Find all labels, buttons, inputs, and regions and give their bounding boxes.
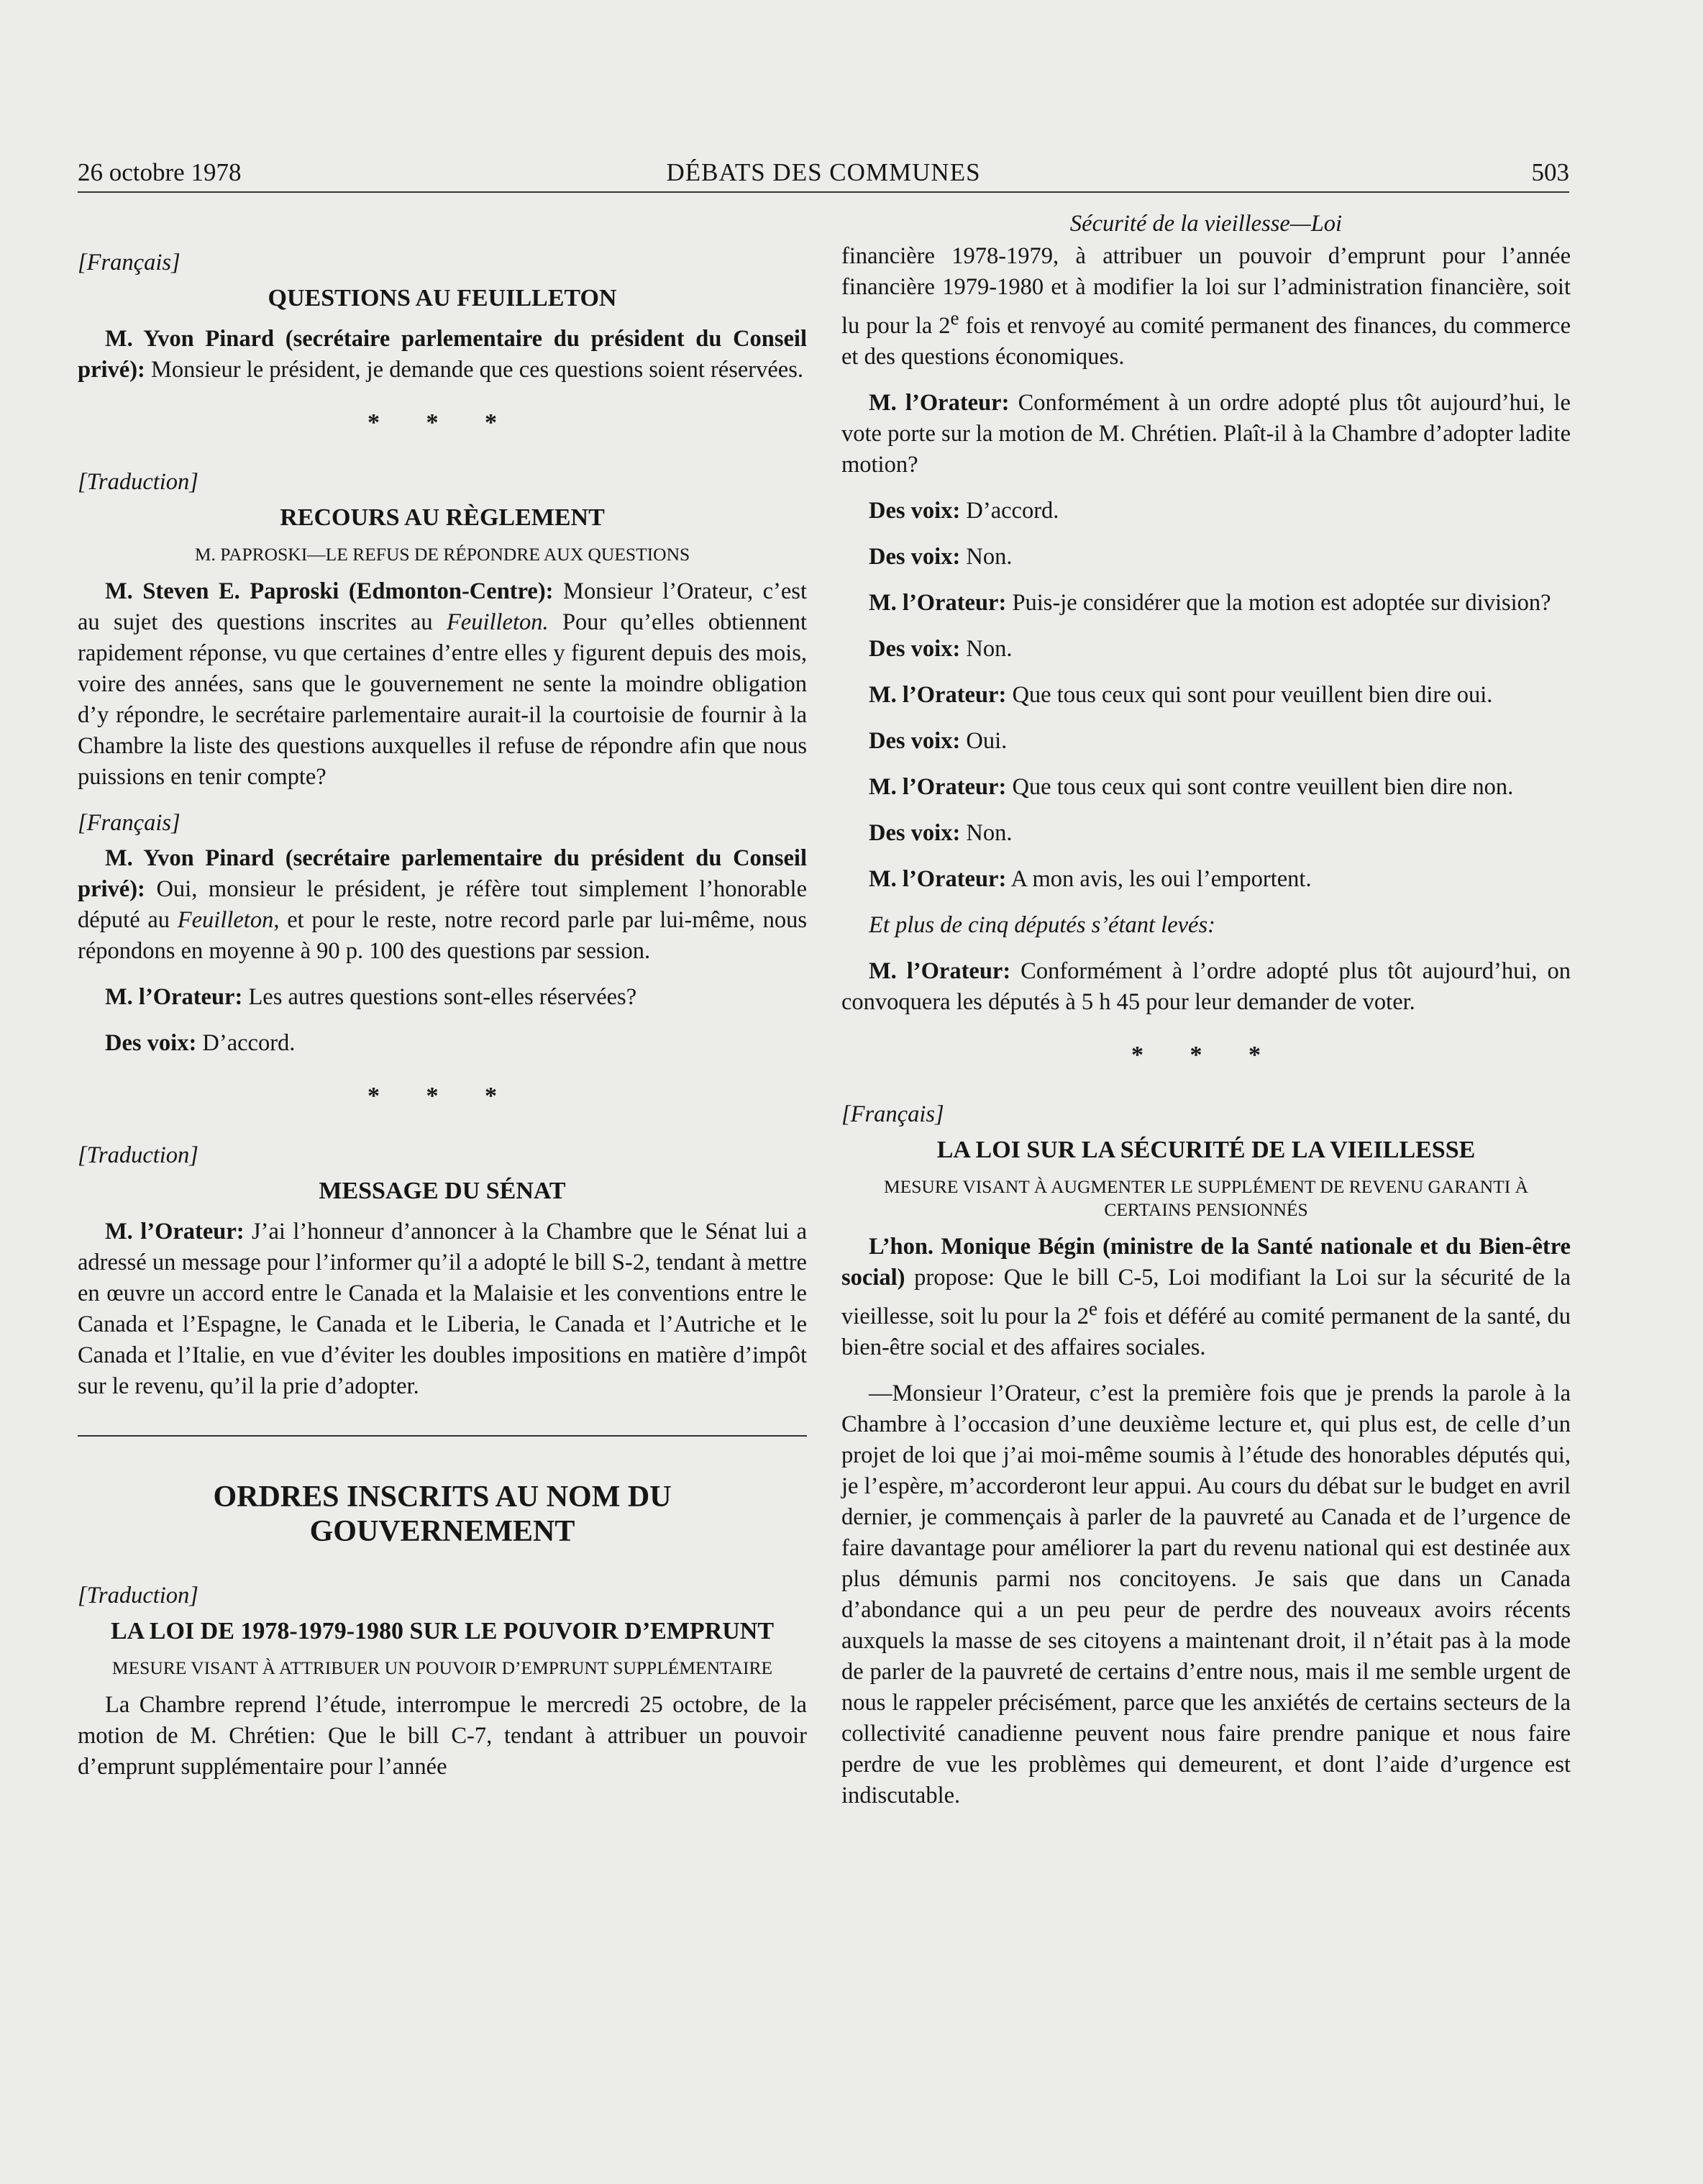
header-date: 26 octobre 1978 [78, 158, 242, 186]
speech-text: D’accord. [960, 497, 1059, 524]
paragraph [841, 388, 1571, 481]
text: fois et renvoyé au comité permanent des finances, du commerce et des questions économiques. [841, 312, 1571, 370]
paragraph [841, 241, 1571, 373]
language-tag: [Français] [841, 1101, 944, 1127]
right-column [841, 209, 1571, 1826]
speech-text: , et pour le reste, notre record parle par lui-même, nous répondons en moyenne à 90 p. 100 des questions par session. [78, 907, 807, 964]
paragraph [841, 680, 1571, 711]
paragraph [78, 1216, 807, 1402]
page-header [78, 157, 1569, 193]
section-separator: * * * [367, 1083, 517, 1109]
speech-text: Oui. [960, 727, 1008, 754]
paragraph [841, 588, 1571, 619]
speaker: Des voix: [869, 727, 961, 754]
paragraph [841, 726, 1571, 757]
speaker: Des voix: [869, 543, 961, 570]
horizontal-rule [78, 1435, 807, 1437]
paragraph [841, 634, 1571, 665]
paragraph: La Chambre reprend l’étude, interrompue le mercredi 25 octobre, de la motion de M. Chrétien: Que le bill C-7, tendant à attribuer un pouvoir d’emprunt supplémentaire pour l’année [78, 1692, 807, 1780]
speaker: Des voix: [869, 635, 961, 662]
speech-text: Non. [960, 819, 1013, 846]
language-tag: [Français] [78, 250, 181, 276]
speech-text: D’accord. [196, 1030, 296, 1056]
speaker: M. Steven E. Paproski (Edmonton-Centre): [105, 578, 554, 604]
speech-text: A mon avis, les oui l’emportent. [1006, 865, 1312, 892]
speaker: M. l’Orateur: [869, 589, 1007, 616]
language-tag: [Traduction] [78, 1142, 198, 1168]
speaker: M. l’Orateur: [869, 773, 1007, 800]
superscript: e [950, 307, 959, 329]
speaker: M. Yvon Pinard (secrétaire parlementaire du président du Conseil privé): [78, 326, 807, 383]
paragraph [78, 324, 807, 386]
language-tag: [Traduction] [78, 1583, 198, 1609]
text: financière 1978-1979, à attribuer un pouvoir d’emprunt pour l’année financière 1979-1980 et à modifier la loi sur l’administration financière, soit lu pour la 2 [841, 243, 1571, 339]
speech-text: Que tous ceux qui sont contre veuillent bien dire non. [1006, 773, 1514, 800]
section-heading: RECOURS AU RÈGLEMENT [280, 504, 605, 531]
speaker: M. Yvon Pinard (secrétaire parlementaire du président du Conseil privé): [78, 845, 807, 902]
speaker: Des voix: [869, 819, 961, 846]
paragraph [78, 576, 807, 793]
speaker: M. l’Orateur: [105, 1219, 245, 1245]
language-tag: [Français] [78, 810, 181, 836]
paragraph [841, 956, 1571, 1018]
speech-text: propose: Que le bill C-5, Loi modifiant la Loi sur la sécurité de la vieillesse, soit lu pour la 2 [841, 1264, 1571, 1329]
paragraph [841, 1232, 1571, 1363]
page-number: 503 [1531, 158, 1569, 186]
paragraph [841, 818, 1571, 849]
speech-text: Conformément à un ordre adopté plus tôt aujourd’hui, le vote porte sur la motion de M. Chrétien. Plaît-il à la Chambre d’adopter ladite motion? [841, 389, 1571, 478]
speaker: M. l’Orateur: [869, 865, 1007, 892]
running-head: Sécurité de la vieillesse—Loi [1069, 211, 1343, 237]
section-separator: * * * [367, 409, 517, 436]
section-heading: LA LOI DE 1978-1979-1980 SUR LE POUVOIR D’EMPRUNT [110, 1618, 775, 1644]
speaker: M. l’Orateur: [869, 389, 1010, 416]
section-heading: QUESTIONS AU FEUILLETON [268, 285, 617, 311]
speaker: M. l’Orateur: [869, 681, 1007, 708]
section-heading: MESSAGE DU SÉNAT [319, 1178, 566, 1204]
section-subheading: MESURE VISANT À ATTRIBUER UN POUVOIR D’EMPRUNT SUPPLÉMENTAIRE [111, 1657, 773, 1678]
speaker: M. l’Orateur: [105, 984, 243, 1010]
speaker: L’hon. Monique Bégin (ministre de la Santé nationale et du Bien-être social) [841, 1233, 1571, 1291]
emphasis: Feuilleton. [446, 609, 549, 635]
speech-text: Non. [960, 635, 1013, 662]
emphasis: Feuilleton [177, 907, 274, 933]
paragraph: —Monsieur l’Orateur, c’est la première fois que je prends la parole à la Chambre à l’occasion d’une deuxième lecture et, qui plus est, de celle d’un projet de loi que j’ai moi-même soumis à l’étude des honorables députés qui, je l’espère, m’accorderont leur appui. Au cours du débat sur le budget en avril dernier, je commençais à parler de la pauvreté au Canada et de l’urgence de faire davantage pour améliorer la part du revenu national qui est destinée aux plus démunis parmi nos concitoyens. Je sais que dans un Canada d’abondance qui a un peu peur de perdre des nouveaux avoirs récents auxquels la masse de ses citoyens a maintenant droit, il n’était pas à la mode de parler de la pauvreté de certains d’entre nous, mais il me semble urgent de nous le rappeler précisément, parce que les anxiétés de certains secteurs de la collectivité canadienne peuvent nous faire prendre panique et nous faire perdre de vue les problèmes qui demeurent, et dont l’aide d’urgence est indiscutable. [841, 1380, 1571, 1808]
speech-text: Que tous ceux qui sont pour veuillent bien dire oui. [1006, 681, 1493, 708]
paragraph [78, 1028, 807, 1059]
speech-text: J’ai l’honneur d’annoncer à la Chambre que le Sénat lui a adressé un message pour l’informer qu’il a adopté le bill S-2, tendant à mettre en œuvre un accord entre le Canada et la Malaisie et les conventions entre le Canada et l’Espagne, le Canada et le Liberia, le Canada et l’Autriche et le Canada et l’Italie, en vue d’éviter les doubles impositions en matière d’impôt sur le revenu, qu’il la prie d’adopter. [78, 1219, 807, 1399]
speech-text: Oui, monsieur le président, je réfère tout simplement l’honorable député au [78, 876, 807, 933]
header-title: DÉBATS DES COMMUNES [666, 158, 981, 186]
paragraph [78, 843, 807, 967]
section-subheading: M. PAPROSKI—LE REFUS DE RÉPONDRE AUX QUESTIONS [194, 544, 690, 565]
speech-text: Conformément à l’ordre adopté plus tôt aujourd’hui, on convoquera les députés à 5 h 45 pour leur demander de voter. [841, 957, 1571, 1015]
stage-direction: Et plus de cinq députés s’étant levés: [869, 911, 1215, 938]
speech-text: Puis-je considérer que la motion est adoptée sur division? [1006, 589, 1551, 616]
speaker: M. l’Orateur: [869, 957, 1011, 984]
major-heading: ORDRES INSCRITS AU NOM DU GOUVERNEMENT [213, 1480, 672, 1548]
speech-text: Non. [960, 543, 1013, 570]
section-separator: * * * [1131, 1041, 1281, 1068]
speech-text: fois et déféré au comité permanent de la santé, du bien-être social et des affaires sociales. [841, 1303, 1571, 1360]
superscript: e [1088, 1297, 1098, 1319]
left-column [78, 247, 807, 1798]
paragraph [841, 496, 1571, 527]
speech-text: Les autres questions sont-elles réservées? [242, 984, 637, 1010]
section-subheading: MESURE VISANT À AUGMENTER LE SUPPLÉMENT DE REVENU GARANTI À CERTAINS PENSIONNÉS [883, 1175, 1529, 1220]
speech-text: Monsieur l’Orateur, c’est au sujet des questions inscrites au [78, 578, 807, 635]
paragraph [841, 864, 1571, 895]
language-tag: [Traduction] [78, 469, 198, 495]
speech-text: Monsieur le président, je demande que ces questions soient réservées. [145, 357, 804, 383]
paragraph [78, 982, 807, 1013]
section-heading: LA LOI SUR LA SÉCURITÉ DE LA VIEILLESSE [936, 1136, 1476, 1163]
speech-text: Pour qu’elles obtiennent rapidement réponse, vu que certaines d’entre elles y figurent depuis des mois, voire des années, sans que le gouvernement ne sente la moindre obligation d’y répondre, le secrétaire parlementaire aurait-il la courtoisie de fournir à la Chambre la liste des questions auxquelles il refuse de répondre afin que nous puissions en tenir compte? [78, 609, 807, 790]
speaker: Des voix: [105, 1030, 197, 1056]
speaker: Des voix: [869, 497, 961, 524]
paragraph [841, 542, 1571, 573]
paragraph [841, 910, 1571, 941]
paragraph [841, 772, 1571, 803]
